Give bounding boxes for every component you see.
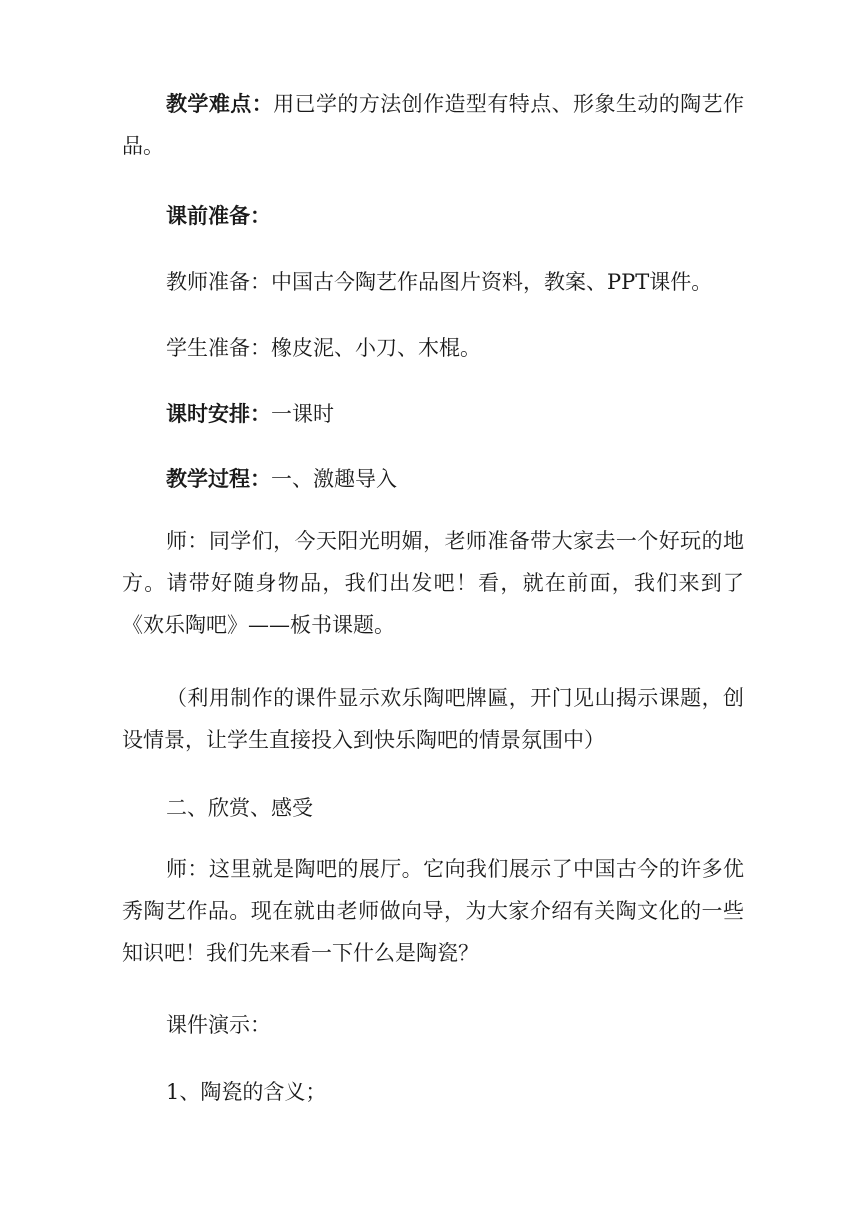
text-student-preparation: 学生准备：橡皮泥、小刀、木棍。 <box>166 336 481 360</box>
text-teacher-preparation: 教师准备：中国古今陶艺作品图片资料，教案、PPT课件。 <box>166 270 713 294</box>
text-courseware-note: （利用制作的课件显示欢乐陶吧牌匾，开门见山揭示课题，创设情景，让学生直接投入到快乐陶吧的情景氛围中） <box>122 686 744 752</box>
label-class-hours: 课时安排： <box>166 401 271 426</box>
paragraph-teacher-preparation <box>122 261 744 303</box>
text-class-hours: 一课时 <box>271 402 334 426</box>
text-teacher-intro: 师：同学们，今天阳光明媚，老师准备带大家去一个好玩的地方。请带好随身物品，我们出发吧！看，就在前面，我们来到了《欢乐陶吧》——板书课题。 <box>122 529 744 637</box>
text-section-two: 二、欣赏、感受 <box>166 796 313 820</box>
text-teaching-process: 一、激趣导入 <box>271 467 397 491</box>
label-teaching-process: 教学过程： <box>166 466 271 491</box>
paragraph-student-preparation <box>122 327 744 369</box>
label-teaching-difficulty: 教学难点： <box>166 91 274 116</box>
text-exhibition-hall: 师：这里就是陶吧的展厅。它向我们展示了中国古今的许多优秀陶艺作品。现在就由老师做向导，为大家介绍有关陶文化的一些知识吧！我们先来看一下什么是陶瓷？ <box>122 857 744 965</box>
paragraph-courseware-note <box>122 677 744 761</box>
paragraph-teaching-difficulty <box>122 83 744 167</box>
paragraph-preparation <box>122 195 744 237</box>
label-preparation: 课前准备： <box>166 203 271 228</box>
text-ceramics-meaning: 1、陶瓷的含义； <box>166 1080 327 1104</box>
paragraph-class-hours <box>122 393 744 435</box>
text-teaching-difficulty: 用已学的方法创作造型有特点、形象生动的陶艺作品。 <box>122 92 745 158</box>
paragraph-exhibition-hall <box>122 848 744 974</box>
paragraph-section-two <box>122 787 744 829</box>
paragraph-ceramics-meaning <box>122 1071 744 1113</box>
paragraph-courseware-demo <box>122 1004 744 1046</box>
paragraph-teacher-intro <box>122 520 744 646</box>
paragraph-teaching-process <box>122 458 744 500</box>
text-courseware-demo: 课件演示： <box>166 1013 271 1037</box>
